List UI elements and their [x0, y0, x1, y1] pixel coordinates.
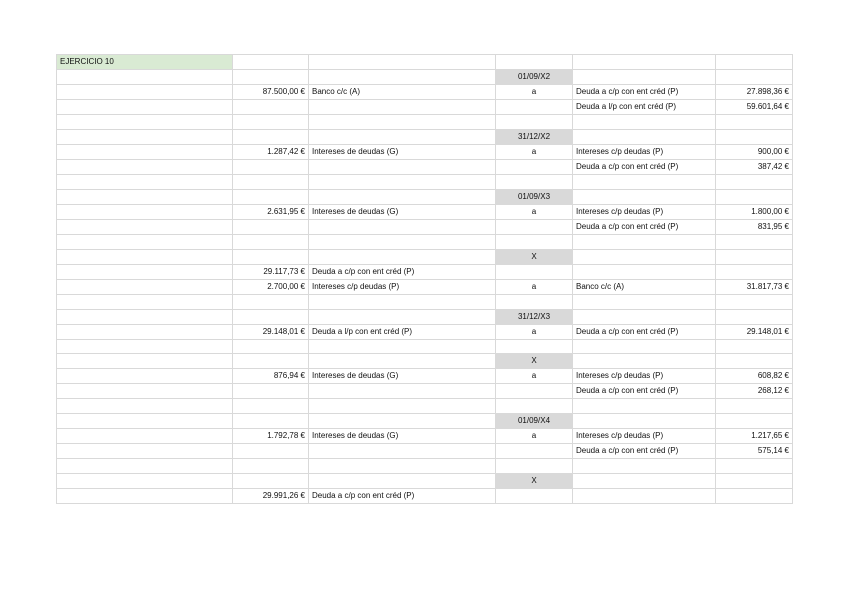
credit-amount-cell[interactable] [716, 474, 793, 489]
empty-cell[interactable] [716, 55, 793, 70]
debit-account-cell[interactable] [309, 70, 496, 85]
credit-amount-cell[interactable]: 387,42 € [716, 159, 793, 174]
date-cell[interactable]: X [496, 474, 573, 489]
label-cell[interactable] [57, 70, 233, 85]
credit-account-cell[interactable]: Intereses c/p deudas (P) [573, 369, 716, 384]
label-cell[interactable] [57, 369, 233, 384]
credit-account-cell[interactable] [573, 294, 716, 309]
debit-amount-cell[interactable] [233, 339, 309, 354]
debit-account-cell[interactable]: Deuda a c/p con ent créd (P) [309, 489, 496, 504]
debit-amount-cell[interactable] [233, 100, 309, 115]
credit-account-cell[interactable] [573, 249, 716, 264]
debit-amount-cell[interactable] [233, 384, 309, 399]
credit-amount-cell[interactable] [716, 234, 793, 249]
debit-amount-cell[interactable] [233, 174, 309, 189]
credit-account-cell[interactable]: Deuda a c/p con ent créd (P) [573, 324, 716, 339]
debit-account-cell[interactable] [309, 234, 496, 249]
credit-amount-cell[interactable] [716, 294, 793, 309]
debit-account-cell[interactable] [309, 354, 496, 369]
debit-amount-cell[interactable]: 876,94 € [233, 369, 309, 384]
connector-cell[interactable]: a [496, 279, 573, 294]
table-row [57, 474, 793, 489]
credit-amount-cell[interactable]: 831,95 € [716, 219, 793, 234]
table-row [57, 324, 793, 339]
table-row [57, 115, 793, 130]
label-cell[interactable] [57, 144, 233, 159]
debit-account-cell[interactable]: Intereses de deudas (G) [309, 204, 496, 219]
debit-amount-cell[interactable]: 29.117,73 € [233, 264, 309, 279]
connector-cell[interactable]: a [496, 324, 573, 339]
table-row [57, 444, 793, 459]
connector-cell[interactable]: a [496, 429, 573, 444]
credit-account-cell[interactable] [573, 339, 716, 354]
table-row [57, 85, 793, 100]
connector-cell[interactable]: a [496, 204, 573, 219]
debit-amount-cell[interactable] [233, 70, 309, 85]
credit-account-cell[interactable] [573, 489, 716, 504]
label-cell[interactable] [57, 249, 233, 264]
label-cell[interactable] [57, 115, 233, 130]
debit-amount-cell[interactable] [233, 219, 309, 234]
journal-entries-sheet [56, 54, 793, 504]
credit-account-cell[interactable] [573, 459, 716, 474]
connector-cell[interactable] [496, 219, 573, 234]
table-row [57, 189, 793, 204]
credit-account-cell[interactable] [573, 115, 716, 130]
credit-amount-cell[interactable]: 27.898,36 € [716, 85, 793, 100]
credit-amount-cell[interactable] [716, 489, 793, 504]
connector-cell[interactable] [496, 234, 573, 249]
connector-cell[interactable] [496, 339, 573, 354]
table-row [57, 219, 793, 234]
connector-cell[interactable] [496, 264, 573, 279]
debit-amount-cell[interactable] [233, 129, 309, 144]
connector-cell[interactable]: a [496, 144, 573, 159]
debit-amount-cell[interactable] [233, 249, 309, 264]
credit-account-cell[interactable]: Intereses c/p deudas (P) [573, 429, 716, 444]
connector-cell[interactable]: a [496, 369, 573, 384]
label-cell[interactable] [57, 100, 233, 115]
credit-amount-cell[interactable] [716, 414, 793, 429]
credit-account-cell[interactable]: Banco c/c (A) [573, 279, 716, 294]
label-cell[interactable] [57, 309, 233, 324]
table-row [57, 174, 793, 189]
credit-account-cell[interactable]: Deuda a c/p con ent créd (P) [573, 85, 716, 100]
label-cell[interactable] [57, 294, 233, 309]
debit-amount-cell[interactable] [233, 294, 309, 309]
label-cell[interactable] [57, 204, 233, 219]
table-row [57, 249, 793, 264]
debit-account-cell[interactable]: Banco c/c (A) [309, 85, 496, 100]
table-row [57, 264, 793, 279]
table-row [57, 100, 793, 115]
label-cell[interactable] [57, 219, 233, 234]
debit-account-cell[interactable] [309, 219, 496, 234]
label-cell[interactable] [57, 489, 233, 504]
credit-amount-cell[interactable] [716, 264, 793, 279]
credit-account-cell[interactable]: Deuda a c/p con ent créd (P) [573, 444, 716, 459]
date-cell[interactable]: 01/09/X2 [496, 70, 573, 85]
label-cell[interactable] [57, 444, 233, 459]
credit-amount-cell[interactable]: 29.148,01 € [716, 324, 793, 339]
debit-account-cell[interactable] [309, 100, 496, 115]
credit-amount-cell[interactable]: 1.217,65 € [716, 429, 793, 444]
empty-cell[interactable] [496, 55, 573, 70]
credit-account-cell[interactable] [573, 399, 716, 414]
table-row [57, 354, 793, 369]
credit-amount-cell[interactable] [716, 70, 793, 85]
date-cell[interactable]: 31/12/X3 [496, 309, 573, 324]
label-cell[interactable] [57, 174, 233, 189]
label-cell[interactable] [57, 414, 233, 429]
table-row [57, 129, 793, 144]
debit-amount-cell[interactable]: 1.792,78 € [233, 429, 309, 444]
debit-account-cell[interactable]: Intereses de deudas (G) [309, 369, 496, 384]
connector-cell[interactable] [496, 159, 573, 174]
credit-amount-cell[interactable]: 900,00 € [716, 144, 793, 159]
credit-account-cell[interactable]: Deuda a c/p con ent créd (P) [573, 219, 716, 234]
label-cell[interactable] [57, 384, 233, 399]
credit-account-cell[interactable] [573, 70, 716, 85]
empty-cell[interactable] [309, 55, 496, 70]
connector-cell[interactable] [496, 444, 573, 459]
debit-amount-cell[interactable] [233, 309, 309, 324]
debit-amount-cell[interactable] [233, 159, 309, 174]
table-row [57, 369, 793, 384]
credit-account-cell[interactable] [573, 309, 716, 324]
date-cell[interactable]: 31/12/X2 [496, 129, 573, 144]
connector-cell[interactable] [496, 100, 573, 115]
debit-account-cell[interactable] [309, 115, 496, 130]
label-cell[interactable] [57, 429, 233, 444]
sheet-body [57, 55, 793, 504]
debit-account-cell[interactable] [309, 294, 496, 309]
credit-amount-cell[interactable] [716, 354, 793, 369]
exercise-title-cell[interactable]: EJERCICIO 10 [57, 55, 233, 70]
connector-cell[interactable] [496, 384, 573, 399]
label-cell[interactable] [57, 159, 233, 174]
credit-amount-cell[interactable]: 575,14 € [716, 444, 793, 459]
table-row [57, 339, 793, 354]
table-row [57, 489, 793, 504]
title-row [57, 55, 793, 70]
credit-account-cell[interactable]: Deuda a c/p con ent créd (P) [573, 384, 716, 399]
table-row [57, 414, 793, 429]
credit-amount-cell[interactable]: 268,12 € [716, 384, 793, 399]
debit-amount-cell[interactable]: 29.148,01 € [233, 324, 309, 339]
debit-amount-cell[interactable] [233, 474, 309, 489]
date-cell[interactable]: X [496, 249, 573, 264]
debit-amount-cell[interactable]: 87.500,00 € [233, 85, 309, 100]
empty-cell[interactable] [573, 55, 716, 70]
debit-amount-cell[interactable]: 2.700,00 € [233, 279, 309, 294]
date-cell[interactable]: 01/09/X3 [496, 189, 573, 204]
debit-amount-cell[interactable] [233, 354, 309, 369]
credit-account-cell[interactable] [573, 174, 716, 189]
empty-cell[interactable] [233, 55, 309, 70]
table-row [57, 309, 793, 324]
debit-account-cell[interactable] [309, 474, 496, 489]
debit-account-cell[interactable] [309, 414, 496, 429]
credit-account-cell[interactable]: Intereses c/p deudas (P) [573, 204, 716, 219]
date-cell[interactable]: X [496, 354, 573, 369]
debit-amount-cell[interactable] [233, 234, 309, 249]
debit-amount-cell[interactable] [233, 189, 309, 204]
table-row [57, 279, 793, 294]
label-cell[interactable] [57, 459, 233, 474]
label-cell[interactable] [57, 399, 233, 414]
credit-account-cell[interactable] [573, 129, 716, 144]
label-cell[interactable] [57, 85, 233, 100]
label-cell[interactable] [57, 474, 233, 489]
debit-account-cell[interactable] [309, 159, 496, 174]
table-row [57, 204, 793, 219]
credit-amount-cell[interactable]: 31.817,73 € [716, 279, 793, 294]
credit-amount-cell[interactable]: 59.601,64 € [716, 100, 793, 115]
debit-amount-cell[interactable]: 1.287,42 € [233, 144, 309, 159]
debit-account-cell[interactable] [309, 399, 496, 414]
debit-account-cell[interactable]: Deuda a l/p con ent créd (P) [309, 324, 496, 339]
credit-amount-cell[interactable] [716, 399, 793, 414]
debit-account-cell[interactable] [309, 309, 496, 324]
credit-account-cell[interactable] [573, 474, 716, 489]
table-row [57, 70, 793, 85]
connector-cell[interactable] [496, 399, 573, 414]
debit-account-cell[interactable]: Intereses de deudas (G) [309, 429, 496, 444]
table-row [57, 294, 793, 309]
connector-cell[interactable] [496, 174, 573, 189]
credit-amount-cell[interactable] [716, 129, 793, 144]
table-row [57, 429, 793, 444]
credit-amount-cell[interactable] [716, 174, 793, 189]
credit-amount-cell[interactable] [716, 249, 793, 264]
debit-amount-cell[interactable] [233, 399, 309, 414]
label-cell[interactable] [57, 324, 233, 339]
debit-account-cell[interactable] [309, 459, 496, 474]
debit-amount-cell[interactable] [233, 414, 309, 429]
debit-account-cell[interactable] [309, 384, 496, 399]
credit-amount-cell[interactable] [716, 459, 793, 474]
credit-amount-cell[interactable]: 608,82 € [716, 369, 793, 384]
label-cell[interactable] [57, 264, 233, 279]
debit-amount-cell[interactable] [233, 444, 309, 459]
table-row [57, 399, 793, 414]
connector-cell[interactable] [496, 294, 573, 309]
credit-amount-cell[interactable] [716, 115, 793, 130]
debit-account-cell[interactable]: Intereses de deudas (G) [309, 144, 496, 159]
credit-account-cell[interactable] [573, 189, 716, 204]
label-cell[interactable] [57, 234, 233, 249]
debit-amount-cell[interactable] [233, 459, 309, 474]
debit-account-cell[interactable] [309, 249, 496, 264]
credit-account-cell[interactable]: Deuda a l/p con ent créd (P) [573, 100, 716, 115]
credit-amount-cell[interactable]: 1.800,00 € [716, 204, 793, 219]
connector-cell[interactable]: a [496, 85, 573, 100]
debit-account-cell[interactable] [309, 339, 496, 354]
debit-amount-cell[interactable] [233, 115, 309, 130]
debit-amount-cell[interactable]: 2.631,95 € [233, 204, 309, 219]
credit-amount-cell[interactable] [716, 309, 793, 324]
connector-cell[interactable] [496, 115, 573, 130]
credit-account-cell[interactable] [573, 234, 716, 249]
credit-account-cell[interactable] [573, 264, 716, 279]
connector-cell[interactable] [496, 489, 573, 504]
label-cell[interactable] [57, 354, 233, 369]
label-cell[interactable] [57, 129, 233, 144]
credit-account-cell[interactable] [573, 414, 716, 429]
label-cell[interactable] [57, 339, 233, 354]
table-row [57, 159, 793, 174]
credit-account-cell[interactable]: Deuda a c/p con ent créd (P) [573, 159, 716, 174]
credit-account-cell[interactable]: Intereses c/p deudas (P) [573, 144, 716, 159]
debit-account-cell[interactable]: Intereses c/p deudas (P) [309, 279, 496, 294]
table-row [57, 234, 793, 249]
credit-amount-cell[interactable] [716, 339, 793, 354]
table-row [57, 459, 793, 474]
credit-account-cell[interactable] [573, 354, 716, 369]
debit-account-cell[interactable]: Deuda a c/p con ent créd (P) [309, 264, 496, 279]
debit-account-cell[interactable] [309, 189, 496, 204]
debit-account-cell[interactable] [309, 444, 496, 459]
table-row [57, 144, 793, 159]
credit-amount-cell[interactable] [716, 189, 793, 204]
connector-cell[interactable] [496, 459, 573, 474]
label-cell[interactable] [57, 189, 233, 204]
debit-account-cell[interactable] [309, 129, 496, 144]
label-cell[interactable] [57, 279, 233, 294]
date-cell[interactable]: 01/09/X4 [496, 414, 573, 429]
debit-account-cell[interactable] [309, 174, 496, 189]
debit-amount-cell[interactable]: 29.991,26 € [233, 489, 309, 504]
table-row [57, 384, 793, 399]
